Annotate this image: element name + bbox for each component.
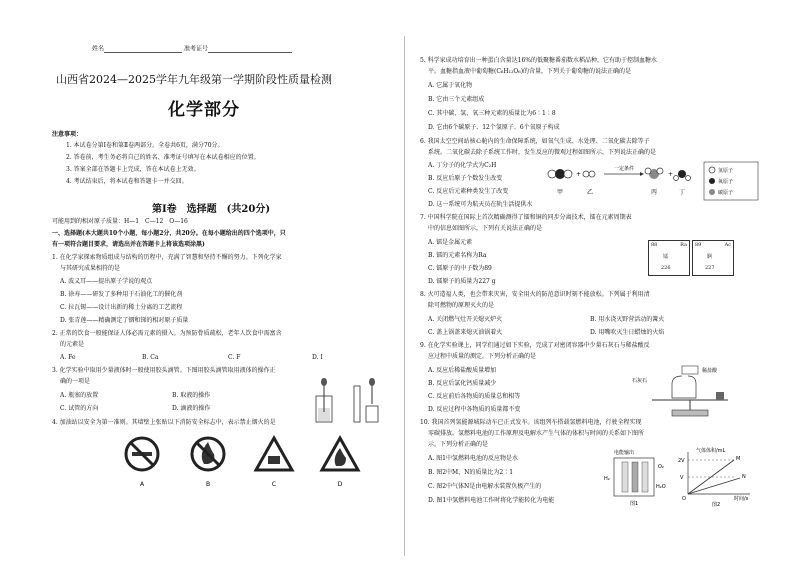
q2-option-c: C. F xyxy=(228,354,241,361)
q8-option-a: A. 关闭燃气灶开关熄灭炉火 xyxy=(428,316,503,323)
q7-option-b: B. 镭的元素名称为Ra xyxy=(428,252,487,259)
q1-stem-2: 与其研究成果相符的是 xyxy=(60,265,121,272)
label-bing: 丙 xyxy=(650,189,658,196)
q10-option-d: D. 图1中氢燃料电池工作时将化学能转化为电能 xyxy=(428,497,555,504)
reaction-condition: 一定条件 xyxy=(613,166,635,172)
q9-stem-2: 应过程中质量的测定。下列分析正确的是 xyxy=(428,353,537,360)
q5-option-b: B. 它由三个元素组成 xyxy=(428,96,485,103)
label-dilute-hcl: 稀盐酸 xyxy=(702,368,718,374)
note-item: 3. 答案全部在答题卡上完成，答在本试卷上无效。 xyxy=(66,166,200,173)
q4-label-c: C xyxy=(271,481,277,488)
label-jia: 甲 xyxy=(556,189,564,196)
q8-stem-2: 除可燃物的原理灭火的是 xyxy=(428,302,495,309)
fig1-o2: O₂ xyxy=(658,464,664,470)
legend-oxygen: 氧原子 xyxy=(718,179,734,185)
name-blank xyxy=(104,46,182,53)
no-smoking-icon xyxy=(126,438,158,470)
ac-name: 锕 xyxy=(707,254,713,260)
q4-label-b: B xyxy=(205,481,211,488)
q10-option-b: B. 图2中M、N的质量比为2∶1 xyxy=(428,469,514,476)
dropper-illustration xyxy=(306,378,390,426)
q10-stem: 10. 我国首列氢能源城际动车已正式发车。该组列车搭载氢燃料电池，行驶全程实现 xyxy=(420,419,642,426)
fig2-ylabel: 气体体积/mL xyxy=(696,448,726,454)
label-ding: 丁 xyxy=(678,189,686,196)
q10-option-a: A. 图1中氢燃料电池的反应物是水 xyxy=(428,455,518,462)
fig2-xlabel: 时间/s xyxy=(734,496,749,502)
q2-stem: 2. 正常的饮食一般能保证人体必需元素的摄入。为预防骨质疏松，老年人饮食中需富含 xyxy=(52,330,282,337)
q4-label-a: A xyxy=(139,481,145,488)
q5-stem-2: 平。血糖指血液中葡萄糖(C₆H₁₂O₆)的含量，下列关于葡萄糖的说法正确的是 xyxy=(428,68,632,75)
q3-stem: 3. 化学实验中取用少量液体时一般使用胶头滴管。下图用胶头滴管取用液体的操作正 xyxy=(52,367,276,374)
q7-stem-2: 中的信息如图所示，下列有关说法正确的是 xyxy=(428,225,543,232)
line-m xyxy=(688,460,734,494)
q5-option-d: D. 它由6个碳原子、12个氢原子、6个氧原子构成 xyxy=(428,124,560,131)
q9-option-c: C. 反应前后各物质的质量总和相等 xyxy=(428,393,521,400)
exam-no-label: 准考证号 xyxy=(183,45,208,53)
fig2-label: 图2 xyxy=(712,502,721,508)
q8-option-b: B. 用水浇灭野营活动的篝火 xyxy=(590,316,665,323)
q2-stem-2: 的元素是 xyxy=(60,341,85,348)
svg-text:+: + xyxy=(668,171,674,178)
column-divider xyxy=(404,36,405,556)
corrosive-warning-icon xyxy=(256,438,292,470)
q3-option-a: A. 瓶塞的放置 xyxy=(60,392,99,399)
q1-option-a: A. 波义耳——提出原子学说的观点 xyxy=(60,278,153,285)
fig1-label: 图1 xyxy=(630,501,639,507)
q6-stem-2: 系统。二氧化碳去除子系统工作时，发生反应的微观过程如图所示，下列说法正确的是 xyxy=(428,149,657,156)
q2-option-b: B. Ca xyxy=(142,354,159,361)
exam-no-blank xyxy=(208,46,292,53)
q6-stem: 6. 我国太空空间站核心舱内的生命保障系统，如氧气生成、水处理、二氧化碳去除等子 xyxy=(420,138,650,145)
note-item: 4. 考试结束后，将本试卷和答题卡一并交回。 xyxy=(66,178,188,185)
fig1-power-output: 电能输出 xyxy=(614,450,635,456)
no-fire-icon xyxy=(192,438,224,470)
q9-option-b: B. 反应后氯化钙质量减少 xyxy=(428,380,497,387)
fig1-h2o: H₂O xyxy=(656,484,666,490)
label-yi: 乙 xyxy=(586,189,594,196)
fig2-origin: O xyxy=(682,496,686,502)
ac-mass: 227 xyxy=(705,265,715,271)
instructions-line1: 一、选择题(本大题共10个小题，每小题2分，共20分。在每小题给出的四个选项中，只 xyxy=(52,230,286,237)
ra-mass: 226 xyxy=(661,265,671,271)
flammable-warning-icon xyxy=(322,438,358,470)
fig2-v: V xyxy=(680,475,684,481)
q6-option-a: A. 丁分子的化学式为C₂H xyxy=(428,162,497,169)
q1-option-b: B. 徐寿——研发了多种用于石油化工的催化剂 xyxy=(60,291,183,298)
fig2-n: N xyxy=(742,474,746,480)
q3-option-c: C. 试管的方向 xyxy=(60,405,99,412)
exam-title: 山西省2024—2025学年九年级第一学期阶段性质量检测 xyxy=(56,73,332,86)
q6-option-b: B. 反应后原子个数发生改变 xyxy=(428,175,503,182)
q10-stem-2: 零碳排放。氢燃料电池的工作原理及电解水产生气体的体积与时间的关系如下图所 xyxy=(428,430,645,437)
q10-option-c: C. 图2中气体N是由电解水装置负极产生的 xyxy=(428,483,542,490)
gas-volume-chart xyxy=(676,446,756,508)
ra-number: 88 xyxy=(651,242,658,248)
ra-name: 镭 xyxy=(663,254,669,260)
legend-hydrogen: 氢原子 xyxy=(718,168,734,174)
fire-safety-signs xyxy=(122,432,372,490)
q5-option-a: A. 它属于氧化物 xyxy=(428,82,473,89)
q2-option-d: D. I xyxy=(312,354,323,361)
label-limestone: 石灰石 xyxy=(632,378,648,384)
q10-stem-3: 示。下列分析正确的是 xyxy=(428,441,489,448)
fig2-2v: 2V xyxy=(678,458,685,464)
balance-apparatus xyxy=(632,362,742,418)
q3-stem-2: 确的一项是 xyxy=(60,378,91,385)
q6-option-c: C. 反应后元素种类发生了改变 xyxy=(428,188,509,195)
fig1-h2: H₂ xyxy=(604,476,610,482)
q4-label-d: D xyxy=(337,481,343,488)
subject-title: 化学部分 xyxy=(168,100,240,120)
atomic-mass: 可能用到的相对原子质量：H—1 C—12 O—16 xyxy=(52,218,188,225)
q9-option-d: D. 反应过程中各物质的质量都不变 xyxy=(428,406,521,413)
name-label: 姓名 xyxy=(92,45,105,53)
q7-option-a: A. 镭是金属元素 xyxy=(428,239,473,246)
q3-option-b: B. 取液的操作 xyxy=(172,392,211,399)
q1-option-c: C. 拉瓦锡——设计出新的稀土分离的工艺流程 xyxy=(60,304,183,311)
name-field xyxy=(92,46,292,53)
q1-option-d: D. 张青莲——精确测定了铟和锑的相对原子质量 xyxy=(60,317,189,324)
q8-option-d: D. 用嘴吹灭生日蜡烛的火焰 xyxy=(590,329,665,336)
q5-stem: 5. 科学家成功培育出一种蛋白含量达16%的低聚糖番茄数水稻品种，它有助于控制血糖水 xyxy=(420,57,657,64)
part1-heading: 第Ⅰ卷 选择题 (共20分) xyxy=(152,204,271,215)
note-item: 2. 答卷前，考生务必将自己的姓名、准考证号填写在本试卷相应的位置。 xyxy=(66,154,260,161)
q6-option-d: D. 这一系统可为航天员在轨生活提供水 xyxy=(428,201,533,208)
ac-number: 89 xyxy=(695,242,702,248)
q1-stem: 1. 在化学家探索物质组成与结构的历程中，充满了智慧和坚持不懈的努力。下列化学家 xyxy=(52,254,282,261)
q7-option-d: D. 镭原子的质量为227 g xyxy=(428,278,496,285)
ac-symbol: Ac xyxy=(724,242,731,248)
q7-stem: 7. 中国科学院在国际上首次精确测得了镭和铜的同步分离技术，镭在元素周期表 xyxy=(420,214,632,221)
q8-stem: 8. 火可造福人类，也会带来灾害，安全用火的防范意识时刻不能放松。下列属于利用清 xyxy=(420,291,650,298)
svg-text:+: + xyxy=(576,171,582,178)
element-card-ra xyxy=(648,240,690,276)
note-item: 1. 本试卷分第Ⅰ卷和第Ⅱ卷两部分。全卷共6页，满分70分。 xyxy=(66,142,224,149)
fuel-cell-diagram xyxy=(604,448,674,508)
ra-symbol: Ra xyxy=(680,242,687,248)
legend-carbon: 碳原子 xyxy=(718,190,734,196)
q7-option-c: C. 镭原子的中子数为89 xyxy=(428,265,492,272)
q2-option-a: A. Fe xyxy=(60,354,76,361)
q4-stem: 4. 加油站以安全为第一准则。其墙壁上张贴以下消防安全标志中，表示禁止烟火的是 xyxy=(52,419,276,426)
instructions-line2: 有一项符合题目要求，请选出并在答题卡上将该选项涂黑) xyxy=(52,241,205,248)
q5-option-c: C. 其中碳、氢、氧三种元素的质量比为6∶1∶8 xyxy=(428,110,556,117)
line-n xyxy=(688,478,740,494)
q8-option-c: C. 盖上锅盖来熄灭油锅着火 xyxy=(428,329,503,336)
q6-reaction-diagram xyxy=(540,160,762,204)
fig2-m: M xyxy=(736,456,741,462)
q9-option-a: A. 反应后稀盐酸质量增加 xyxy=(428,367,497,374)
q3-option-d: D. 滴液的操作 xyxy=(172,405,211,412)
q9-stem: 9. 在化学实验课上，同学们通过如下实验，完成了对密闭容器中少量石灰石与稀盐酸反 xyxy=(420,342,650,349)
element-card-ac xyxy=(692,240,734,276)
notes-heading: 注意事项： xyxy=(52,131,83,138)
